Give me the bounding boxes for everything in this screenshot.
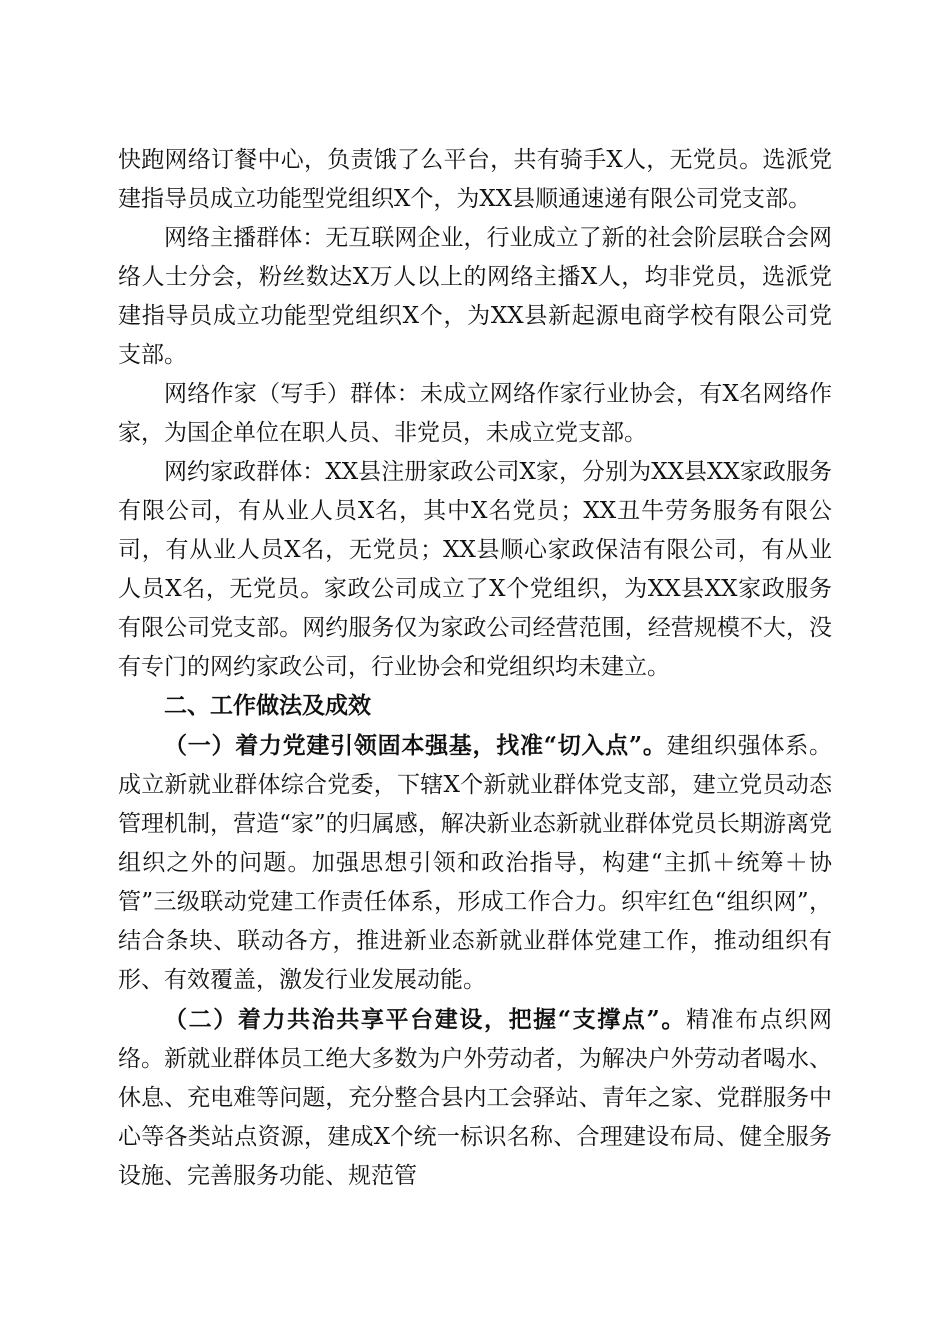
item-paragraph-1 (118, 726, 832, 1000)
paragraph-housekeeping: 网约家政群体：XX县注册家政公司X家，分别为XX县XX家政服务有限公司，有从业人员X名，其中X名党员；XX丑牛劳务服务有限公司，有从业人员X名，无党员；XX县顺心家政保洁有限公司，有从业人员X名，无党员。家政公司成立了X个党组织，为XX县XX家政服务有限公司党支部。网约服务仅为家政公司经营范围，经营规模不大，没有专门的网约家政公司，行业协会和党组织均未建立。 (118, 459, 832, 680)
item-body-1: 建组织强体系。成立新就业群体综合党委，下辖X个新就业群体党支部，建立党员动态管理机制，营造“家”的归属感，解决新业态新就业群体党员长期游离党组织之外的问题。加强思想引领和政治指导，构建“主抓＋统筹＋协管”三级联动党建工作责任体系，形成工作合力。织牢红色“组织网”，结合条块、联动各方，推进新业态新就业群体党建工作，推动组织有形、有效覆盖，激发行业发展动能。 (118, 733, 832, 993)
item-title-2: （二）着力共治共享平台建设，把握“支撑点”。 (164, 1006, 686, 1033)
item-paragraph-2 (118, 1000, 832, 1196)
section-heading: 二、工作做法及成效 (164, 693, 371, 719)
paragraph-live-streamers: 网络主播群体：无互联网企业，行业成立了新的社会阶层联合会网络人士分会，粉丝数达X万人以上的网络主播X人，均非党员，选派党建指导员成立功能型党组织X个，为XX县新起源电商学校有限公司党支部。 (118, 225, 832, 368)
paragraph-online-writers: 网络作家（写手）群体：未成立网络作家行业协会，有X名网络作家，为国企单位在职人员、非党员，未成立党支部。 (118, 381, 832, 446)
paragraph-courier-continuation: 快跑网络订餐中心，负责饿了么平台，共有骑手X人，无党员。选派党建指导员成立功能型党组织X个，为XX县顺通速递有限公司党支部。 (118, 147, 832, 212)
item-body-2: 精准布点织网络。新就业群体员工绝大多数为户外劳动者，为解决户外劳动者喝水、休息、充电难等问题，充分整合县内工会驿站、青年之家、党群服务中心等各类站点资源，建成X个统一标识名称、合理建设布局、健全服务设施、完善服务功能、规范管 (118, 1007, 832, 1189)
document-body (118, 141, 832, 1196)
item-title-1: （一）着力党建引领固本强基，找准“切入点”。 (164, 732, 667, 759)
